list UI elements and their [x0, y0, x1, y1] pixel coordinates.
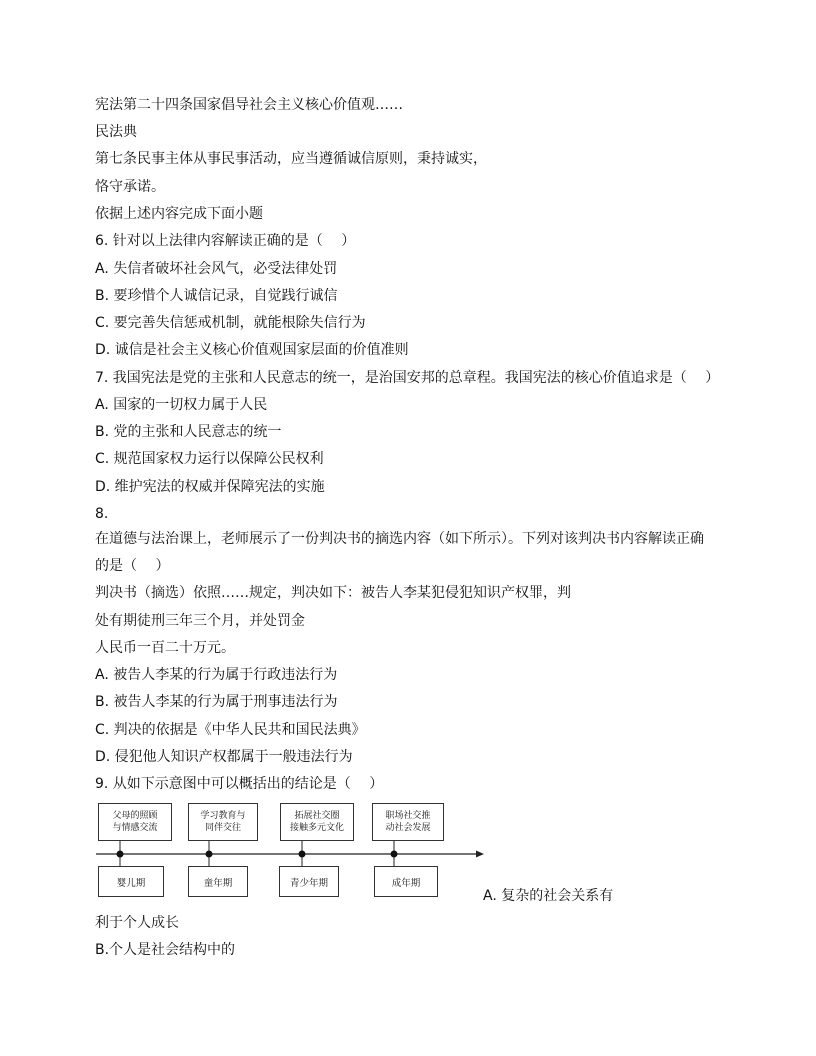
text-line: 依据上述内容完成下面小题	[95, 206, 263, 222]
option-line: A. 被告人李某的行为属于行政违法行为	[95, 667, 338, 683]
option-line: A. 国家的一切权力属于人民	[95, 397, 268, 413]
question-8: 在道德与法治课上，老师展示了一份判决书的摘选内容（如下所示）。下列对该判决书内容解读正确	[95, 531, 704, 547]
top-box: 职场社交推 动社会发展	[372, 803, 444, 841]
option-a-cont: 利于个人成长	[95, 915, 179, 931]
option-line: C. 判决的依据是《中华人民共和国民法典》	[95, 722, 366, 738]
top-box: 父母的照顾 与情感交流	[98, 803, 172, 841]
option-line: C. 要完善失信惩戒机制，就能根除失信行为	[95, 315, 366, 331]
option-a: A. 复杂的社会关系有	[483, 888, 614, 904]
text-line: 宪法第二十四条国家倡导社会主义核心价值观……	[95, 97, 403, 113]
text-line: 民法典	[95, 124, 137, 140]
option-line: C. 规范国家权力运行以保障公民权利	[95, 451, 324, 467]
stage-box: 成年期	[374, 866, 438, 897]
top-box: 学习教育与 同伴交往	[188, 803, 258, 841]
stage-box: 青少年期	[279, 866, 339, 897]
question-8-number: 8.	[95, 506, 109, 522]
stage-box: 婴儿期	[98, 866, 164, 897]
text-line: 处有期徒刑三年三个月，并处罚金	[95, 613, 305, 629]
stage-box: 童年期	[188, 866, 248, 897]
life-stage-diagram	[92, 800, 492, 902]
option-line: B. 被告人李某的行为属于刑事违法行为	[95, 694, 338, 710]
arrow-head-icon	[476, 851, 484, 858]
timeline-dot	[206, 851, 213, 858]
text-line: 判决书（摘选）依照……规定，判决如下：被告人李某犯侵犯知识产权罪，判	[95, 585, 571, 601]
option-line: D. 侵犯他人知识产权都属于一般违法行为	[95, 749, 353, 765]
option-line: B. 党的主张和人民意志的统一	[95, 424, 282, 440]
option-line: D. 诚信是社会主义核心价值观国家层面的价值准则	[95, 342, 409, 358]
option-line: A. 失信者破坏社会风气，必受法律处罚	[95, 261, 338, 277]
text-line: 人民币一百二十万元。	[95, 640, 235, 656]
timeline-dot	[117, 851, 124, 858]
question-7: 7. 我国宪法是党的主张和人民意志的统一，是治国安邦的总章程。我国宪法的核心价值追求是（ ）	[95, 370, 720, 386]
option-b: B.个人是社会结构中的	[95, 942, 236, 958]
text-line: 第七条民事主体从事民事活动，应当遵循诚信原则，秉持诚实，	[95, 151, 487, 167]
timeline-dot	[391, 851, 398, 858]
text-line: 恪守承诺。	[95, 179, 165, 195]
top-box: 拓展社交圈 接触多元文化	[280, 803, 354, 841]
timeline-dot	[299, 851, 306, 858]
question-8-cont: 的是（ ）	[95, 558, 170, 574]
question-9: 9. 从如下示意图中可以概括出的结论是（ ）	[95, 776, 384, 792]
option-line: B. 要珍惜个人诚信记录，自觉践行诚信	[95, 288, 338, 304]
question-6: 6. 针对以上法律内容解读正确的是（ ）	[95, 233, 356, 249]
option-line: D. 维护宪法的权威并保障宪法的实施	[95, 479, 325, 495]
